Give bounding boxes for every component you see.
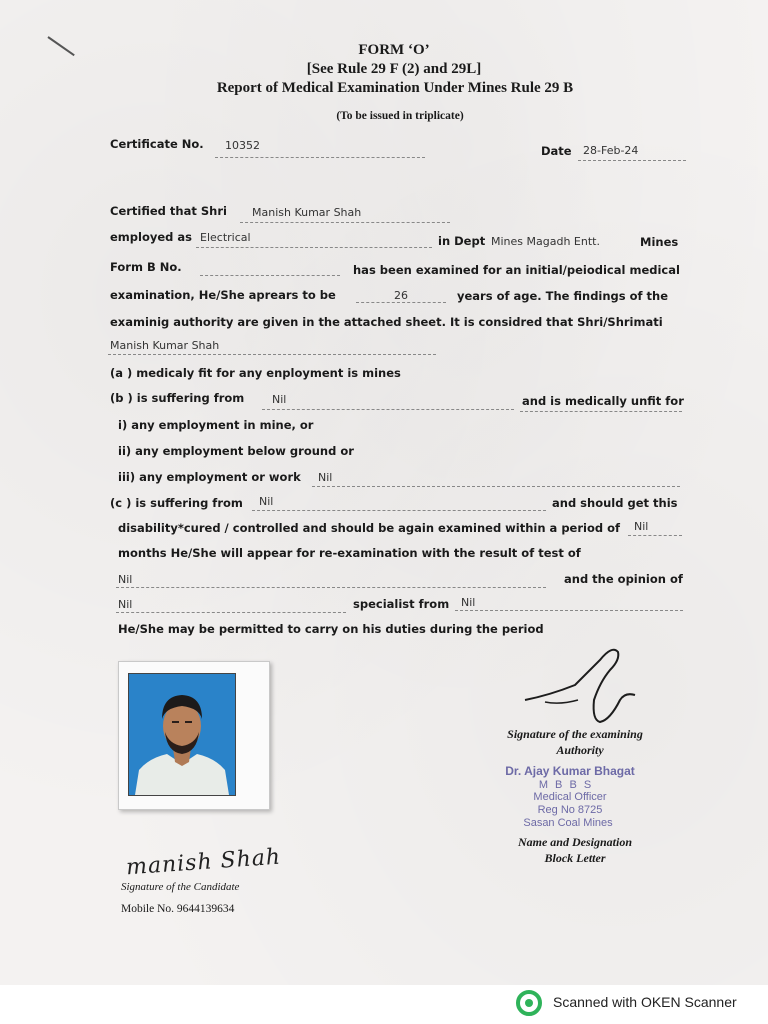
photo-frame xyxy=(118,661,270,810)
certificate-no-line xyxy=(215,157,425,158)
item-c-label: (c ) is suffering from xyxy=(110,496,243,510)
opinion-text: and the opinion of xyxy=(564,572,683,586)
mines-label: Mines xyxy=(640,235,679,249)
stamp-org: Sasan Coal Mines xyxy=(523,817,613,829)
date-line xyxy=(578,160,686,161)
dept-value: Mines Magadh Entt. xyxy=(491,235,600,248)
block-letter-label: Block Letter xyxy=(544,851,606,865)
item-iii-value: Nil xyxy=(318,471,333,484)
item-c-value: Nil xyxy=(259,495,274,508)
formb-line xyxy=(200,275,340,276)
item-iii-line xyxy=(312,486,680,487)
scanner-text: Scanned with OKEN Scanner xyxy=(553,994,737,1010)
specialist-line xyxy=(455,610,683,611)
item-c-tail: and should get this xyxy=(552,496,678,510)
stamp-degree: M B B S xyxy=(538,779,594,791)
specialist-value: Nil xyxy=(461,596,476,609)
stamp-reg: Reg No 8725 xyxy=(537,804,603,816)
candidate-name-2: Manish Kumar Shah xyxy=(110,339,220,352)
item-a: (a ) medicaly fit for any enployment is mines xyxy=(110,366,401,380)
item-b-tail: and is medically unfit for xyxy=(522,394,684,408)
examiner-authority-label: Authority xyxy=(556,743,604,757)
date-label: Date xyxy=(541,144,572,158)
item-b-label: (b ) is suffering from xyxy=(110,391,245,405)
triplicate-note: (To be issued in triplicate) xyxy=(336,110,464,122)
candidate-name: Manish Kumar Shah xyxy=(252,206,362,219)
stamp-role: Medical Officer xyxy=(533,791,607,803)
certificate-no-label: Certificate No. xyxy=(110,137,204,151)
certified-label: Certified that Shri xyxy=(110,204,227,218)
name-line-2 xyxy=(108,354,436,355)
item-c-line xyxy=(252,510,546,511)
examiner-signature xyxy=(520,640,640,730)
item-b-line xyxy=(262,409,514,410)
period-value: Nil xyxy=(634,520,649,533)
item-i: i) any employment in mine, or xyxy=(118,418,314,432)
test-line xyxy=(116,587,546,588)
item-iii-label: iii) any employment or work xyxy=(118,470,301,484)
examination-label: examination, He/She aprears to be xyxy=(110,288,336,302)
formb-label: Form B No. xyxy=(110,260,182,274)
mobile-number: Mobile No. 9644139634 xyxy=(121,903,235,915)
employed-label: employed as xyxy=(110,230,192,244)
employed-line xyxy=(196,247,432,248)
certificate-no-value: 10352 xyxy=(225,139,260,152)
age-value: 26 xyxy=(394,289,408,302)
designation-label: Name and Designation xyxy=(517,835,632,849)
opinion-line xyxy=(116,612,346,613)
opinion-value: Nil xyxy=(118,598,133,611)
candidate-photo xyxy=(128,673,236,796)
authority-text: examinig authority are given in the attached sheet. It is considred that Shri/Shrimati xyxy=(110,315,663,329)
stamp-name: Dr. Ajay Kumar Bhagat xyxy=(505,764,635,778)
candidate-signature: manish Shah xyxy=(125,844,282,881)
examined-text: has been examined for an initial/peiodical medical xyxy=(353,263,680,277)
test-value: Nil xyxy=(118,573,133,586)
item-b-value: Nil xyxy=(272,393,287,406)
scanner-logo-icon xyxy=(516,990,542,1016)
permitted-text: He/She may be permitted to carry on his duties during the period xyxy=(118,622,544,636)
item-ii: ii) any employment below ground or xyxy=(118,444,354,458)
name-line xyxy=(240,222,450,223)
specialist-label: specialist from xyxy=(353,597,450,611)
report-title: Report of Medical Examination Under Mines Rule 29 B xyxy=(216,80,574,96)
candidate-signature-label: Signature of the Candidate xyxy=(121,881,240,893)
person-silhouette-icon xyxy=(129,674,235,795)
period-line xyxy=(628,535,682,536)
date-value: 28-Feb-24 xyxy=(583,144,639,157)
age-line xyxy=(356,302,446,303)
scanner-footer xyxy=(0,985,768,1024)
months-text: months He/She will appear for re-examination with the result of test of xyxy=(118,546,581,560)
form-title: FORM ‘O’ xyxy=(358,42,430,58)
examiner-signature-label: Signature of the examining xyxy=(507,727,643,741)
disability-text: disability*cured / controlled and should be again examined within a period of xyxy=(118,521,621,535)
years-text: years of age. The findings of the xyxy=(457,289,669,303)
employed-value: Electrical xyxy=(200,231,251,244)
rule-reference: [See Rule 29 F (2) and 29L] xyxy=(306,61,482,77)
dept-label: in Dept xyxy=(438,234,486,248)
item-b-line-2 xyxy=(520,411,682,412)
